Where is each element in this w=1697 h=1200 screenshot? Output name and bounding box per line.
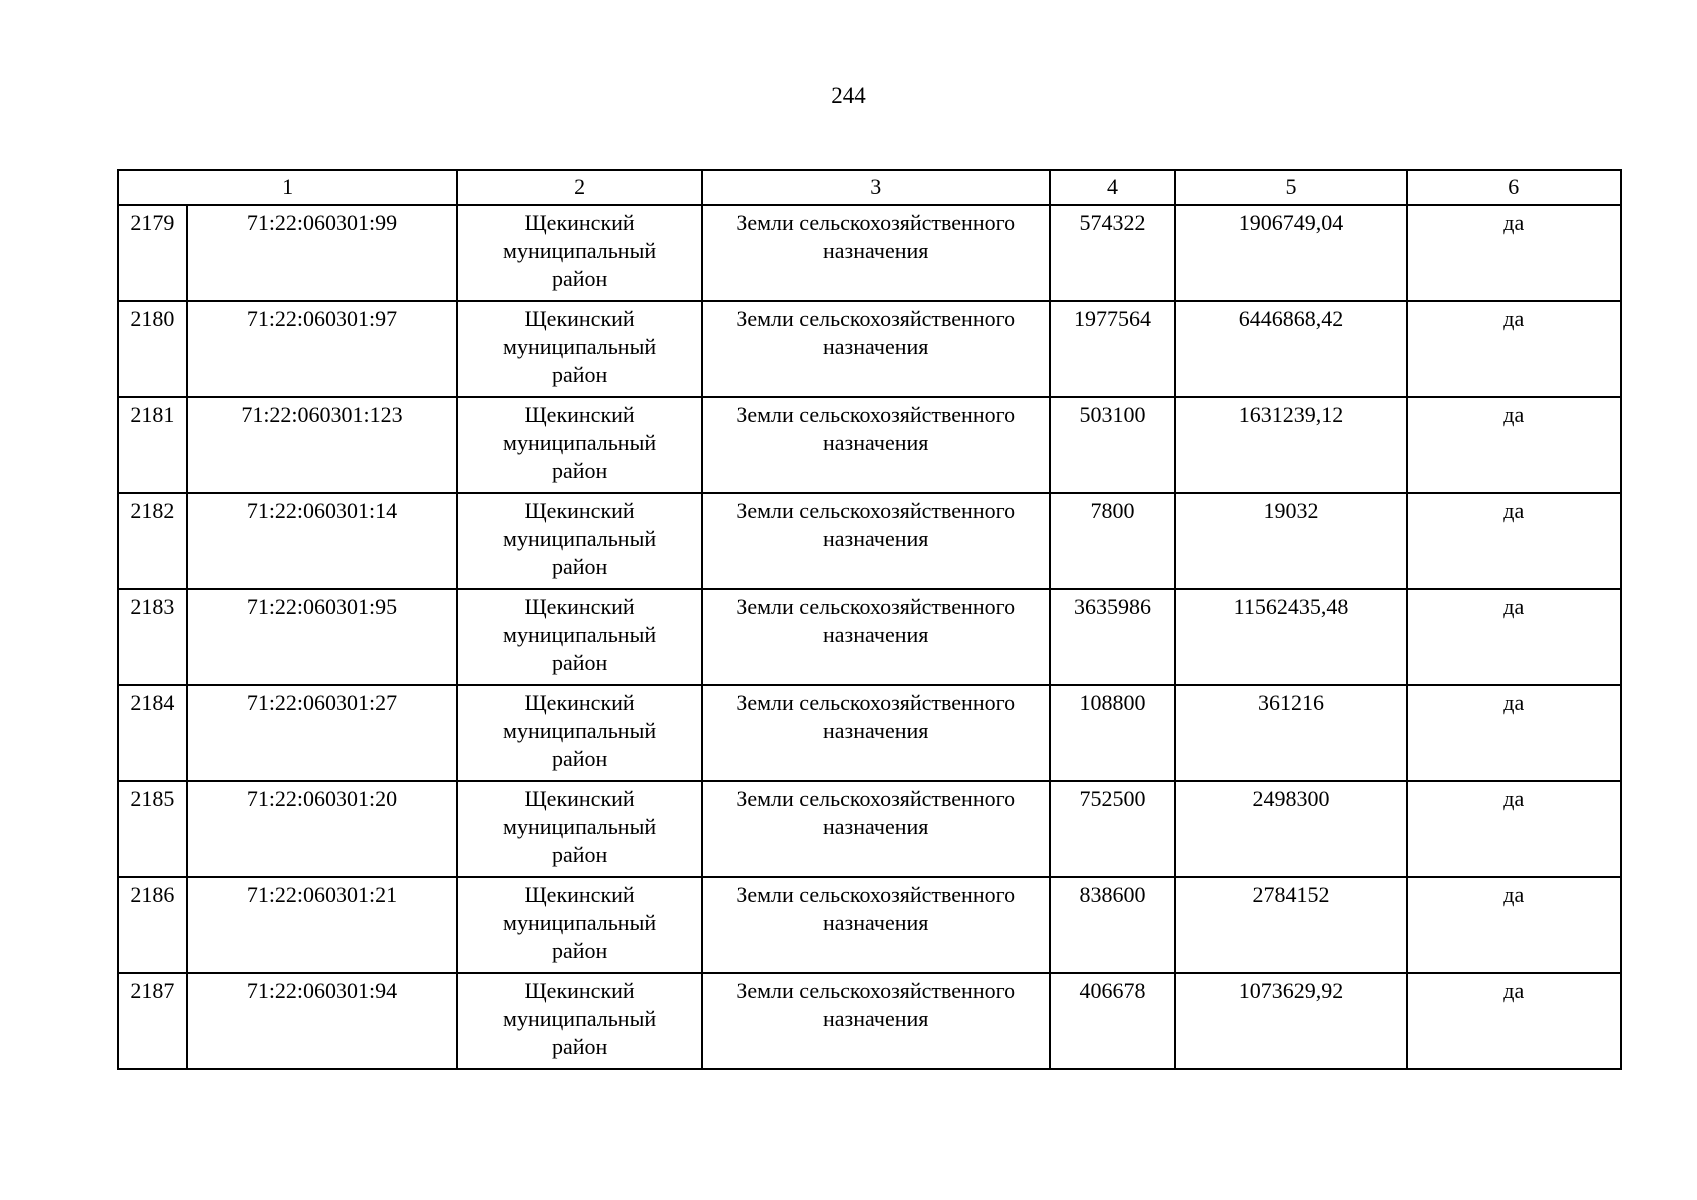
page-number: 244 bbox=[831, 83, 866, 108]
municipality-line: Щекинский bbox=[524, 594, 635, 619]
land-category-line: Земли сельскохозяйственного bbox=[736, 306, 1016, 331]
land-category-cell bbox=[702, 973, 1050, 1069]
land-category-cell bbox=[702, 877, 1050, 973]
municipality-line: район bbox=[551, 746, 608, 771]
land-category-line: Земли сельскохозяйственного bbox=[736, 786, 1016, 811]
header-col-5: 5 bbox=[1175, 170, 1406, 205]
flag-cell: да bbox=[1407, 589, 1621, 685]
header-row bbox=[118, 170, 1621, 205]
table-header bbox=[118, 170, 1621, 205]
municipality-line: муниципальный bbox=[503, 238, 657, 263]
municipality-cell bbox=[457, 781, 702, 877]
land-category-line: Земли сельскохозяйственного bbox=[736, 498, 1016, 523]
land-category-line: назначения bbox=[823, 526, 929, 551]
municipality-line: Щекинский bbox=[524, 690, 635, 715]
table-row bbox=[118, 205, 1621, 301]
land-category-line: Земли сельскохозяйственного bbox=[736, 402, 1016, 427]
municipality-line: муниципальный bbox=[503, 1006, 657, 1031]
table-row bbox=[118, 397, 1621, 493]
municipality-line: район bbox=[551, 554, 608, 579]
cadastral-number-cell: 71:22:060301:97 bbox=[187, 301, 458, 397]
table-row bbox=[118, 493, 1621, 589]
cadastral-number-cell: 71:22:060301:21 bbox=[187, 877, 458, 973]
flag-cell: да bbox=[1407, 877, 1621, 973]
flag-cell: да bbox=[1407, 685, 1621, 781]
cadastral-number-cell: 71:22:060301:14 bbox=[187, 493, 458, 589]
municipality-line: район bbox=[551, 938, 608, 963]
land-category-line: Земли сельскохозяйственного bbox=[736, 978, 1016, 1003]
land-category-line: назначения bbox=[823, 238, 929, 263]
area-cell: 108800 bbox=[1050, 685, 1176, 781]
municipality-line: Щекинский bbox=[524, 210, 635, 235]
table-row bbox=[118, 685, 1621, 781]
table-row bbox=[118, 301, 1621, 397]
area-cell: 406678 bbox=[1050, 973, 1176, 1069]
flag-cell: да bbox=[1407, 397, 1621, 493]
municipality-line: район bbox=[551, 362, 608, 387]
municipality-cell bbox=[457, 685, 702, 781]
municipality-line: район bbox=[551, 842, 608, 867]
municipality-line: район bbox=[551, 458, 608, 483]
flag-cell: да bbox=[1407, 301, 1621, 397]
cadastral-number-cell: 71:22:060301:123 bbox=[187, 397, 458, 493]
table-row bbox=[118, 589, 1621, 685]
area-cell: 838600 bbox=[1050, 877, 1176, 973]
municipality-cell bbox=[457, 205, 702, 301]
cadastral-cost-cell: 1906749,04 bbox=[1175, 205, 1406, 301]
cadastral-cost-cell: 19032 bbox=[1175, 493, 1406, 589]
cadastral-cost-cell: 361216 bbox=[1175, 685, 1406, 781]
header-col-4: 4 bbox=[1050, 170, 1176, 205]
municipality-line: Щекинский bbox=[524, 978, 635, 1003]
land-category-line: назначения bbox=[823, 334, 929, 359]
land-category-cell bbox=[702, 589, 1050, 685]
area-cell: 503100 bbox=[1050, 397, 1176, 493]
area-cell: 574322 bbox=[1050, 205, 1176, 301]
land-registry-table bbox=[117, 169, 1622, 1070]
municipality-line: Щекинский bbox=[524, 882, 635, 907]
municipality-line: Щекинский bbox=[524, 786, 635, 811]
row-number-cell: 2185 bbox=[118, 781, 187, 877]
cadastral-number-cell: 71:22:060301:94 bbox=[187, 973, 458, 1069]
row-number-cell: 2186 bbox=[118, 877, 187, 973]
header-col-6: 6 bbox=[1407, 170, 1621, 205]
municipality-cell bbox=[457, 397, 702, 493]
cadastral-number-cell: 71:22:060301:99 bbox=[187, 205, 458, 301]
flag-cell: да bbox=[1407, 973, 1621, 1069]
municipality-cell bbox=[457, 493, 702, 589]
cadastral-number-cell: 71:22:060301:20 bbox=[187, 781, 458, 877]
row-number-cell: 2183 bbox=[118, 589, 187, 685]
cadastral-number-cell: 71:22:060301:27 bbox=[187, 685, 458, 781]
municipality-line: муниципальный bbox=[503, 718, 657, 743]
land-category-line: Земли сельскохозяйственного bbox=[736, 882, 1016, 907]
land-category-line: назначения bbox=[823, 814, 929, 839]
municipality-line: район bbox=[551, 266, 608, 291]
row-number-cell: 2187 bbox=[118, 973, 187, 1069]
municipality-line: муниципальный bbox=[503, 430, 657, 455]
cadastral-cost-cell: 6446868,42 bbox=[1175, 301, 1406, 397]
municipality-line: муниципальный bbox=[503, 622, 657, 647]
cadastral-number-cell: 71:22:060301:95 bbox=[187, 589, 458, 685]
municipality-line: муниципальный bbox=[503, 910, 657, 935]
row-number-cell: 2181 bbox=[118, 397, 187, 493]
land-category-cell bbox=[702, 205, 1050, 301]
land-category-cell bbox=[702, 397, 1050, 493]
municipality-line: муниципальный bbox=[503, 334, 657, 359]
land-category-line: Земли сельскохозяйственного bbox=[736, 210, 1016, 235]
land-category-line: Земли сельскохозяйственного bbox=[736, 690, 1016, 715]
land-category-line: Земли сельскохозяйственного bbox=[736, 594, 1016, 619]
land-category-cell bbox=[702, 301, 1050, 397]
land-category-cell bbox=[702, 685, 1050, 781]
municipality-cell bbox=[457, 877, 702, 973]
municipality-line: муниципальный bbox=[503, 526, 657, 551]
row-number-cell: 2180 bbox=[118, 301, 187, 397]
cadastral-cost-cell: 1631239,12 bbox=[1175, 397, 1406, 493]
land-category-line: назначения bbox=[823, 622, 929, 647]
row-number-cell: 2179 bbox=[118, 205, 187, 301]
land-category-line: назначения bbox=[823, 1006, 929, 1031]
land-category-line: назначения bbox=[823, 910, 929, 935]
table-body bbox=[118, 205, 1621, 1069]
land-category-cell bbox=[702, 493, 1050, 589]
area-cell: 3635986 bbox=[1050, 589, 1176, 685]
header-col-3: 3 bbox=[702, 170, 1050, 205]
area-cell: 7800 bbox=[1050, 493, 1176, 589]
municipality-cell bbox=[457, 301, 702, 397]
cadastral-cost-cell: 1073629,92 bbox=[1175, 973, 1406, 1069]
municipality-line: район bbox=[551, 1034, 608, 1059]
header-col-2: 2 bbox=[457, 170, 702, 205]
area-cell: 752500 bbox=[1050, 781, 1176, 877]
table-row bbox=[118, 781, 1621, 877]
cadastral-cost-cell: 2498300 bbox=[1175, 781, 1406, 877]
area-cell: 1977564 bbox=[1050, 301, 1176, 397]
cadastral-cost-cell: 11562435,48 bbox=[1175, 589, 1406, 685]
land-category-line: назначения bbox=[823, 430, 929, 455]
municipality-line: район bbox=[551, 650, 608, 675]
table-row bbox=[118, 877, 1621, 973]
table-row bbox=[118, 973, 1621, 1069]
flag-cell: да bbox=[1407, 781, 1621, 877]
municipality-line: Щекинский bbox=[524, 498, 635, 523]
cadastral-cost-cell: 2784152 bbox=[1175, 877, 1406, 973]
land-category-line: назначения bbox=[823, 718, 929, 743]
municipality-line: Щекинский bbox=[524, 402, 635, 427]
row-number-cell: 2182 bbox=[118, 493, 187, 589]
header-col-1: 1 bbox=[118, 170, 457, 205]
row-number-cell: 2184 bbox=[118, 685, 187, 781]
municipality-cell bbox=[457, 589, 702, 685]
land-category-cell bbox=[702, 781, 1050, 877]
flag-cell: да bbox=[1407, 493, 1621, 589]
municipality-cell bbox=[457, 973, 702, 1069]
municipality-line: муниципальный bbox=[503, 814, 657, 839]
flag-cell: да bbox=[1407, 205, 1621, 301]
municipality-line: Щекинский bbox=[524, 306, 635, 331]
